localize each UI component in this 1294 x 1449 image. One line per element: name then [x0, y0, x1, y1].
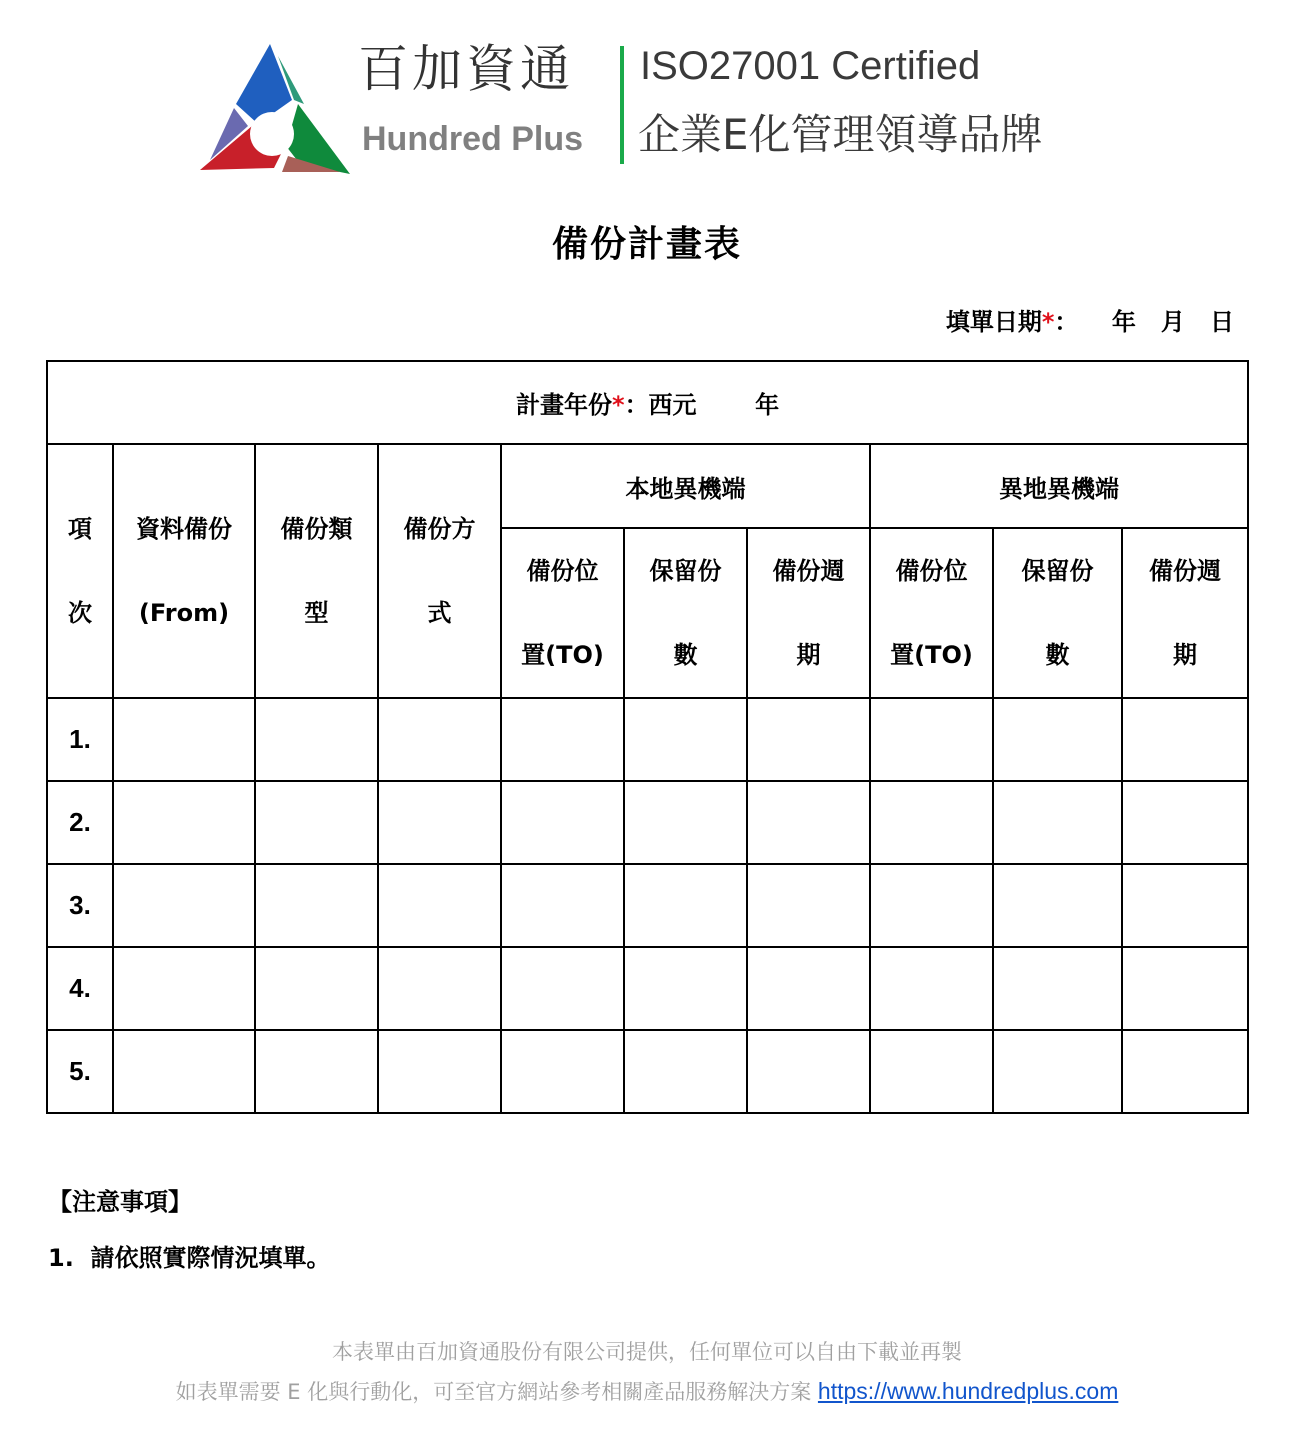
notes-title: 【注意事項】	[48, 1188, 192, 1216]
header-local-retention: 保留份 數	[624, 528, 747, 698]
row-index: 2.	[47, 781, 113, 864]
cell-method[interactable]	[378, 1030, 501, 1113]
cell-local-retention[interactable]	[624, 698, 747, 781]
cell-remote-location[interactable]	[870, 947, 993, 1030]
cell-local-location[interactable]	[501, 781, 624, 864]
fill-date-day: 日	[1210, 308, 1234, 336]
notes-item: 1. 請依照實際情況填單。	[48, 1244, 331, 1272]
cell-remote-retention[interactable]	[993, 698, 1122, 781]
cell-source[interactable]	[113, 947, 255, 1030]
cell-remote-retention[interactable]	[993, 1030, 1122, 1113]
cell-method[interactable]	[378, 781, 501, 864]
table-row	[47, 1030, 1248, 1113]
cell-remote-retention[interactable]	[993, 781, 1122, 864]
cell-local-location[interactable]	[501, 947, 624, 1030]
hundred-plus-logo-icon	[200, 42, 352, 180]
cell-local-retention[interactable]	[624, 1030, 747, 1113]
page-title: 備份計畫表	[551, 224, 742, 265]
cell-remote-location[interactable]	[870, 864, 993, 947]
cell-local-cycle[interactable]	[747, 947, 870, 1030]
row-index: 3.	[47, 864, 113, 947]
cell-local-retention[interactable]	[624, 864, 747, 947]
cell-source[interactable]	[113, 781, 255, 864]
cell-source[interactable]	[113, 698, 255, 781]
cell-type[interactable]	[255, 947, 378, 1030]
cell-type[interactable]	[255, 864, 378, 947]
header-local-group: 本地異機端	[501, 444, 870, 528]
brand-name-en: Hundred Plus	[362, 120, 584, 158]
footer-provider-note: 本表單由百加資通股份有限公司提供，任何單位可以自由下載並再製	[332, 1340, 962, 1364]
header-remote-cycle: 備份週 期	[1122, 528, 1248, 698]
cell-remote-cycle[interactable]	[1122, 781, 1248, 864]
header-local-cycle: 備份週 期	[747, 528, 870, 698]
cell-remote-location[interactable]	[870, 1030, 993, 1113]
cell-source[interactable]	[113, 1030, 255, 1113]
header-local-location: 備份位 置(TO)	[501, 528, 624, 698]
brand-name-cn: 百加資通	[358, 40, 574, 98]
header-type: 備份類 型	[255, 444, 378, 698]
cell-type[interactable]	[255, 781, 378, 864]
cell-method[interactable]	[378, 864, 501, 947]
header-method: 備份方 式	[378, 444, 501, 698]
cell-type[interactable]	[255, 1030, 378, 1113]
cell-remote-retention[interactable]	[993, 864, 1122, 947]
backup-plan-table	[46, 360, 1249, 1114]
header-remote-retention: 保留份 數	[993, 528, 1122, 698]
fill-date-year: 年	[1111, 308, 1136, 336]
cell-remote-cycle[interactable]	[1122, 864, 1248, 947]
header-remote-location: 備份位 置(TO)	[870, 528, 993, 698]
cell-local-cycle[interactable]	[747, 698, 870, 781]
brand-divider	[620, 46, 624, 164]
cell-local-cycle[interactable]	[747, 864, 870, 947]
website-link[interactable]: https://www.hundredplus.com	[817, 1378, 1119, 1404]
cell-method[interactable]	[378, 947, 501, 1030]
row-index: 1.	[47, 698, 113, 781]
row-index: 4.	[47, 947, 113, 1030]
cell-remote-retention[interactable]	[993, 947, 1122, 1030]
required-mark: *	[612, 391, 625, 419]
table-row	[47, 947, 1248, 1030]
fill-date-month: 月	[1160, 308, 1185, 336]
footer-website-note: 如表單需要 E 化與行動化，可至官方網站參考相關產品服務解決方案 https://www.hundredplus.com	[175, 1378, 1119, 1404]
header-remote-group: 異地異機端	[870, 444, 1248, 528]
cell-remote-cycle[interactable]	[1122, 947, 1248, 1030]
table-row	[47, 698, 1248, 781]
cell-source[interactable]	[113, 864, 255, 947]
cell-local-location[interactable]	[501, 698, 624, 781]
fill-date-label: 填單日期	[945, 308, 1042, 336]
brand-slogan: 企業E化管理領導品牌	[638, 110, 1043, 159]
cell-remote-location[interactable]	[870, 698, 993, 781]
table-row	[47, 864, 1248, 947]
cell-local-cycle[interactable]	[747, 781, 870, 864]
iso-certification: ISO27001 Certified	[640, 44, 981, 88]
cell-method[interactable]	[378, 698, 501, 781]
cell-local-retention[interactable]	[624, 781, 747, 864]
cell-remote-cycle[interactable]	[1122, 1030, 1248, 1113]
header-index: 項 次	[47, 444, 113, 698]
plan-year-field[interactable]: 計畫年份*：西元 年	[47, 361, 1248, 444]
cell-remote-cycle[interactable]	[1122, 698, 1248, 781]
header-source: 資料備份 (From)	[113, 444, 255, 698]
cell-local-retention[interactable]	[624, 947, 747, 1030]
cell-type[interactable]	[255, 698, 378, 781]
row-index: 5.	[47, 1030, 113, 1113]
cell-local-cycle[interactable]	[747, 1030, 870, 1113]
table-row	[47, 781, 1248, 864]
cell-local-location[interactable]	[501, 864, 624, 947]
required-mark: *	[1041, 308, 1055, 336]
cell-local-location[interactable]	[501, 1030, 624, 1113]
fill-date-field[interactable]: 填單日期*： 年 月 日	[945, 308, 1234, 336]
cell-remote-location[interactable]	[870, 781, 993, 864]
